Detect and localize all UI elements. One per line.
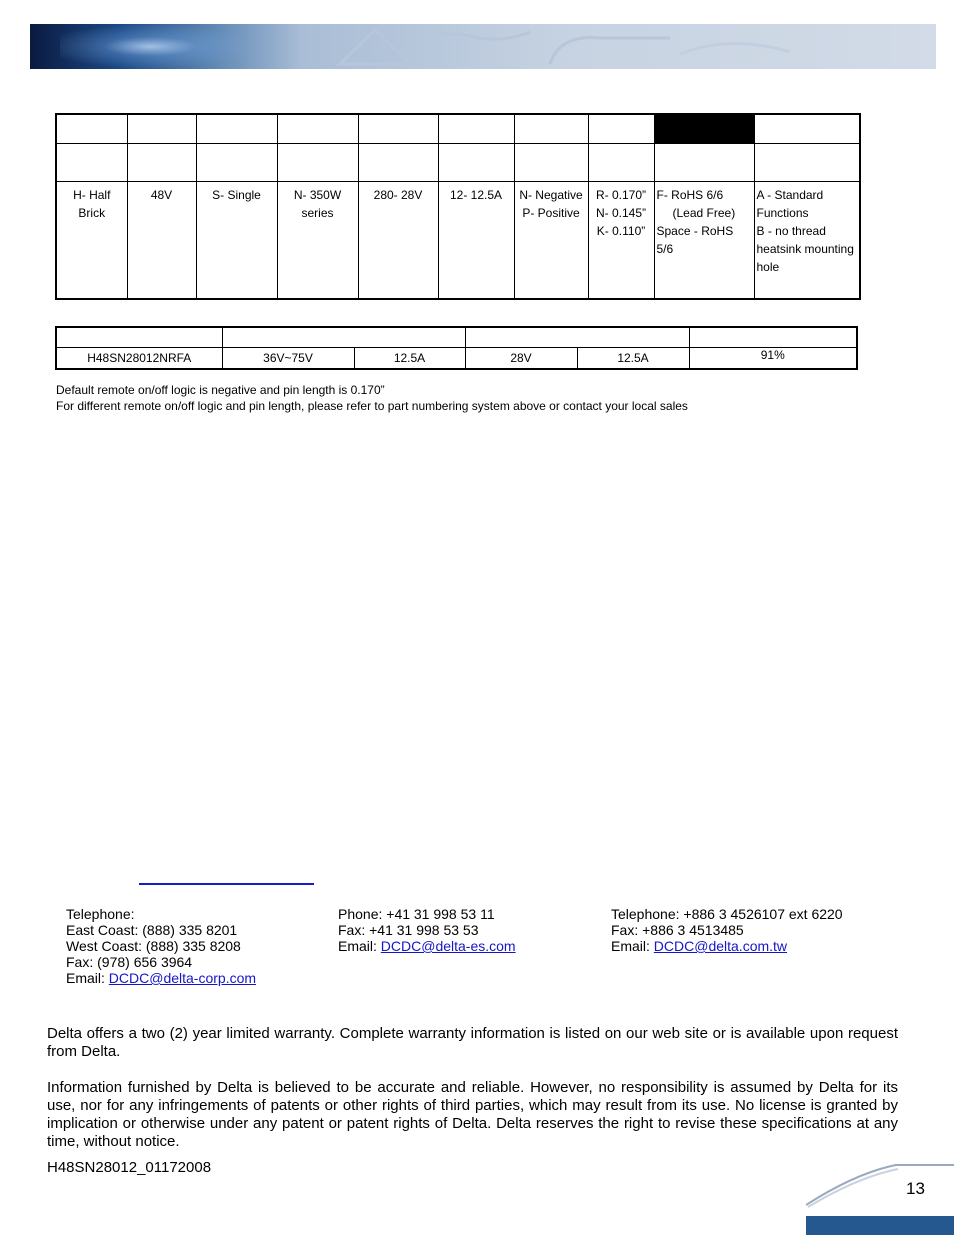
pn-option-output-current: 12- 12.5A bbox=[438, 182, 514, 300]
pn-cell bbox=[438, 114, 514, 144]
page-corner-graphic bbox=[806, 1163, 954, 1235]
email-label: Email: bbox=[338, 938, 381, 954]
usa-fax: Fax: (978) 656 3964 bbox=[66, 954, 193, 970]
pn-cell bbox=[277, 114, 358, 144]
model-list-table bbox=[55, 326, 858, 370]
model-header-cell bbox=[465, 327, 689, 348]
contact-usa bbox=[66, 906, 256, 986]
model-header-cell bbox=[56, 327, 222, 348]
email-label: Email: bbox=[66, 970, 109, 986]
email-label: Email: bbox=[611, 938, 654, 954]
pn-option-rohs: F- RoHS 6/6 (Lead Free) Space - RoHS 5/6 bbox=[654, 182, 754, 300]
model-input-current-cell: 12.5A bbox=[354, 348, 465, 370]
warranty-paragraph: Delta offers a two (2) year limited warranty. Complete warranty information is listed on our web site or is available upon request from Delta. bbox=[47, 1025, 898, 1060]
header-banner bbox=[30, 24, 936, 69]
contact-europe bbox=[338, 906, 516, 954]
asia-email-line bbox=[611, 938, 843, 954]
pn-option-output-voltage: 280- 28V bbox=[358, 182, 438, 300]
usa-email-line bbox=[66, 970, 256, 986]
usa-telephone-label: Telephone: bbox=[66, 906, 135, 922]
model-output-voltage-cell: 28V bbox=[465, 348, 577, 370]
pn-header-row-2 bbox=[56, 144, 860, 182]
model-header-cell bbox=[689, 327, 857, 348]
europe-phone: Phone: +41 31 998 53 11 bbox=[338, 906, 495, 922]
banner-watermark-graphic bbox=[30, 24, 936, 69]
usa-email-link[interactable]: DCDC@delta-corp.com bbox=[108, 970, 257, 986]
asia-fax: Fax: +886 3 4513485 bbox=[611, 922, 744, 938]
pn-option-pin-length: R- 0.170” N- 0.145” K- 0.110” bbox=[588, 182, 654, 300]
pn-cell bbox=[358, 144, 438, 182]
part-numbering-table bbox=[55, 113, 861, 300]
model-output-current-cell: 12.5A bbox=[577, 348, 689, 370]
europe-email-line bbox=[338, 938, 516, 954]
model-header-cell bbox=[222, 327, 465, 348]
pn-option-on-off-logic: N- Negative P- Positive bbox=[514, 182, 588, 300]
pn-cell bbox=[277, 144, 358, 182]
usa-east-coast: East Coast: (888) 335 8201 bbox=[66, 922, 238, 938]
website-link-underline[interactable] bbox=[139, 883, 314, 885]
pn-option-input-voltage: 48V bbox=[127, 182, 196, 300]
pn-option-functions: A - Standard Functions B - no thread heatsink mounting hole bbox=[754, 182, 860, 300]
pn-cell bbox=[358, 114, 438, 144]
note-different-logic: For different remote on/off logic and pin length, please refer to part numbering system above or contact your local sales bbox=[56, 399, 688, 413]
pn-cell bbox=[588, 144, 654, 182]
asia-telephone: Telephone: +886 3 4526107 ext 6220 bbox=[611, 906, 843, 922]
pn-cell bbox=[514, 114, 588, 144]
note-default-logic: Default remote on/off logic is negative and pin length is 0.170” bbox=[56, 383, 385, 397]
contact-asia bbox=[611, 906, 843, 954]
disclaimer-paragraph: Information furnished by Delta is believed to be accurate and reliable. However, no responsibility is assumed by Delta for its use, nor for any infringements of patents or other rights of third parties, which may result from its use. No license is granted by implication or otherwise under any patent or patent rights of Delta. Delta reserves the right to revise these specifications at any time, without notice. bbox=[47, 1079, 898, 1150]
model-header-row bbox=[56, 327, 857, 348]
pn-cell bbox=[754, 144, 860, 182]
model-data-row bbox=[56, 348, 857, 370]
pn-cell-highlighted bbox=[654, 114, 754, 144]
pn-header-row-1 bbox=[56, 114, 860, 144]
usa-west-coast: West Coast: (888) 335 8208 bbox=[66, 938, 241, 954]
asia-email-link[interactable]: DCDC@delta.com.tw bbox=[653, 938, 788, 954]
pn-cell bbox=[196, 114, 277, 144]
europe-email-link[interactable]: DCDC@delta-es.com bbox=[380, 938, 516, 954]
pn-cell bbox=[56, 114, 127, 144]
pn-cell bbox=[654, 144, 754, 182]
document-id: H48SN28012_01172008 bbox=[47, 1159, 212, 1176]
model-input-cell: 36V~75V bbox=[222, 348, 354, 370]
model-efficiency-cell: 91% bbox=[689, 348, 857, 370]
pn-cell bbox=[127, 114, 196, 144]
pn-option-form-factor: H- Half Brick bbox=[56, 182, 127, 300]
pn-options-row bbox=[56, 182, 860, 300]
pn-cell bbox=[127, 144, 196, 182]
europe-fax: Fax: +41 31 998 53 53 bbox=[338, 922, 479, 938]
model-name-cell: H48SN28012NRFA bbox=[56, 348, 222, 370]
pn-cell bbox=[438, 144, 514, 182]
pn-cell bbox=[196, 144, 277, 182]
pn-cell bbox=[514, 144, 588, 182]
pn-cell bbox=[754, 114, 860, 144]
pn-option-series: N- 350W series bbox=[277, 182, 358, 300]
pn-cell bbox=[588, 114, 654, 144]
pn-option-outputs: S- Single bbox=[196, 182, 277, 300]
page-number: 13 bbox=[906, 1179, 925, 1198]
pn-cell bbox=[56, 144, 127, 182]
